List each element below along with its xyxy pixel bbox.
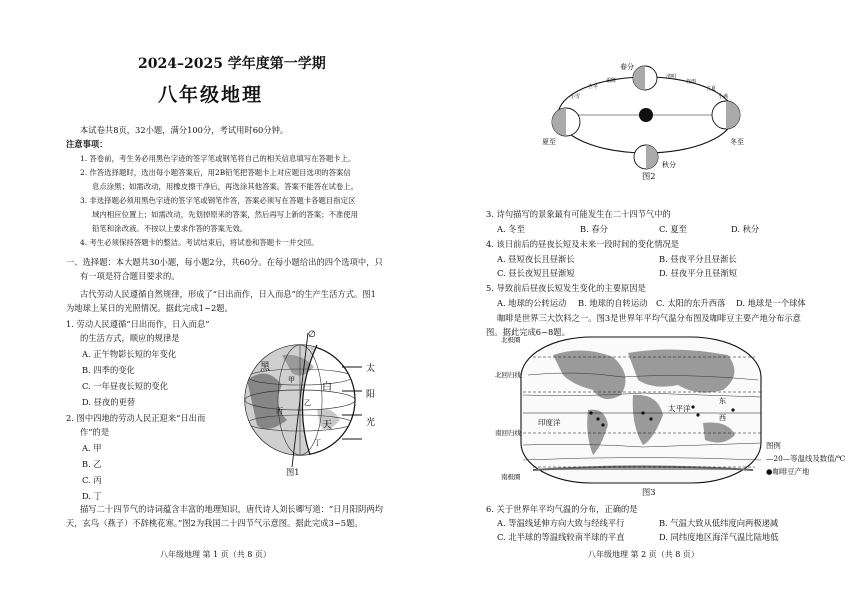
q6-option-c[interactable]: C. 北半球的等温线较南半球的平直 <box>497 532 625 542</box>
fig2-winter-solstice: 冬至 <box>730 138 744 146</box>
q5-option-b[interactable]: B. 地球的自转运动 <box>578 298 648 308</box>
question-5: 5. 导致前后昼夜长短发生变化的主要原因是 <box>486 283 646 293</box>
notice-line: 息点涂黑；如需改动，用橡皮擦干净后，再选涂其他答案。答案不能答在试卷上。 <box>92 182 359 191</box>
figure-3-caption: 图3 <box>642 487 656 497</box>
figure-1-caption: 图1 <box>286 467 300 477</box>
fig3-tropic-capricorn: 南回归线 <box>495 429 521 437</box>
fig2-summer-solstice: 夏至 <box>542 138 556 146</box>
q1-option-d[interactable]: D. 昼夜的更替 <box>82 397 136 407</box>
svg-text:立冬: 立冬 <box>588 84 599 90</box>
fig3-pacific-label: 太平洋 <box>668 404 691 413</box>
q1-option-b[interactable]: B. 四季的变化 <box>82 365 135 375</box>
q5-option-c[interactable]: C. 太阳的东升西落 <box>656 298 726 308</box>
q2-option-b[interactable]: B. 乙 <box>82 459 102 469</box>
question-4: 4. 该日前后的昼夜长短及未来一段时间的变化情况是 <box>486 239 680 249</box>
q4-option-c[interactable]: C. 昼长夜短且昼渐短 <box>497 268 575 278</box>
q2-option-d[interactable]: D. 丁 <box>82 491 102 501</box>
q5-option-a[interactable]: A. 地球的公转运动 <box>497 298 567 308</box>
q4-option-d[interactable]: D. 昼夜平分且昼渐短 <box>659 268 738 278</box>
q3-option-c[interactable]: C. 夏至 <box>659 224 687 234</box>
fig1-point-ding: 丁 <box>314 439 321 447</box>
q2-option-a[interactable]: A. 甲 <box>82 443 102 453</box>
figure-2-solar-terms <box>540 60 760 170</box>
q3-option-a[interactable]: A. 冬至 <box>497 224 525 234</box>
section-heading-cont: 有一项是符合题目要求的。 <box>80 271 180 281</box>
notice-line: 1. 答卷前，考生务必用黑色字迹的签字笔或钢笔将自己的相关信息填写在答题卡上。 <box>80 154 356 163</box>
exam-intro: 本试卷共8页，32小题，满分100分，考试用时60分钟。 <box>80 125 289 135</box>
fig3-tropic-cancer: 北回归线 <box>495 371 521 379</box>
question-1: 1. 劳动人民遵循“日出而作，日入而息” <box>66 319 210 329</box>
page-footer: 八年级地理 第 1 页（共 8 页） <box>160 550 271 559</box>
notice-heading: 注意事项： <box>66 139 108 149</box>
figure-1-illumination <box>222 325 402 475</box>
notice-line: 4. 考生必须保持答题卡的整洁。考试结束后，将试卷和答题卡一并交回。 <box>80 238 319 247</box>
q5-option-d[interactable]: D. 地球是一个球体 <box>736 298 806 308</box>
question-2-cont: 作”的是 <box>80 427 110 437</box>
fig3-arctic-circle: 北极圈 <box>501 336 521 344</box>
question-3: 3. 诗句描写的景象最有可能发生在二十四节气中的 <box>486 209 671 219</box>
fig3-east-label: 东 <box>719 397 726 405</box>
svg-text:小雪: 小雪 <box>570 94 581 100</box>
fig1-sun-label: 光 <box>366 418 376 428</box>
material-text: 古代劳动人民遵循自然规律，形成了“日出而作，日入而息”的生产生活方式。图1 <box>80 289 376 299</box>
svg-text:谷雨: 谷雨 <box>686 79 697 85</box>
notice-line: 域内相应位置上；如需改动，先划掉原来的答案，然后再写上新的答案；不准使用 <box>92 210 359 219</box>
page-footer: 八年级地理 第 2 页（共 8 页） <box>588 550 699 559</box>
q3-option-b[interactable]: B. 春分 <box>580 224 608 234</box>
q4-option-b[interactable]: B. 昼夜平分且昼渐长 <box>659 254 737 264</box>
fig1-point-yi: 乙 <box>304 399 311 407</box>
fig1-night-label: 黑 <box>260 362 270 373</box>
q4-option-a[interactable]: A. 昼短夜长且昼渐长 <box>497 254 575 264</box>
fig2-spring-equinox: 春分 <box>620 63 634 71</box>
fig2-autumn-equinox: 秋分 <box>662 161 676 169</box>
fig3-legend-isotherm: —20—等温线及数值/℃ <box>766 454 846 463</box>
svg-text:清明: 清明 <box>666 74 677 80</box>
q2-option-c[interactable]: C. 丙 <box>82 475 102 485</box>
q1-option-c[interactable]: C. 一年昼夜长短的变化 <box>82 381 168 391</box>
fig1-sun-label: 阳 <box>366 390 376 400</box>
svg-text:立夏: 立夏 <box>706 86 717 92</box>
svg-text:霜降: 霜降 <box>606 78 617 84</box>
fig1-day-label: 天 <box>322 420 332 431</box>
fig1-day-label: 白 <box>322 382 332 393</box>
fig3-indian-label: 印度洋 <box>538 418 561 427</box>
svg-text:小满: 小满 <box>718 94 729 100</box>
question-2: 2. 图中四地的劳动人民正迎来“日出而 <box>66 413 206 423</box>
q3-option-d[interactable]: D. 秋分 <box>731 224 760 234</box>
exam-term-title: 2024–2025 学年度第一学期 <box>138 56 326 72</box>
figure-3-world-temperature-map <box>493 335 803 485</box>
material-text: 天，玄鸟（燕子）不辞桃花寒。”图2为我国二十四节气示意图。据此完成3~5题。 <box>66 518 363 528</box>
material-text: 描写二十四节气的诗词蕴含丰富的地理知识，唐代诗人刘长卿写道：“日月阳阴两均 <box>80 504 383 514</box>
fig1-point-jia: 甲 <box>288 376 295 384</box>
material-text: 为地球上某日的光照情况。据此完成1~2题。 <box>66 303 233 313</box>
fig1-sun-label: 太 <box>366 364 376 374</box>
exam-subject-title: 八年级地理 <box>158 84 264 106</box>
section-heading: 一、选择题：本大题共30小题，每小题2分，共60分。在每小题给出的四个选项中，只 <box>66 257 383 267</box>
fig3-legend-coffee: ●咖啡豆产地 <box>766 467 810 476</box>
notice-line: 3. 非选择题必须用黑色字迹的签字笔或钢笔作答，答案必须写在答题卡各题目指定区 <box>80 196 356 205</box>
fig3-legend-title: 图例 <box>766 441 781 450</box>
q1-option-a[interactable]: A. 正午物影长短的年变化 <box>82 349 177 359</box>
svg-text:∅: ∅ <box>308 330 316 340</box>
fig1-point-bing: 丙 <box>276 407 283 415</box>
material-text: 咖啡是世界三大饮料之一。图3是世界年平均气温分布图及咖啡豆主要产地分布示意 <box>497 313 801 323</box>
q6-option-a[interactable]: A. 等温线延伸方向大致与经线平行 <box>497 518 625 528</box>
question-1-cont: 的生活方式，顺应的规律是 <box>80 333 180 343</box>
fig3-west-label: 西 <box>719 414 726 422</box>
question-6: 6. 关于世界年平均气温的分布，正确的是 <box>486 504 638 514</box>
notice-line: 铅笔和涂改液。不按以上要求作答的答案无效。 <box>92 224 248 233</box>
q6-option-d[interactable]: D. 同纬度地区海洋气温比陆地低 <box>659 532 779 542</box>
q6-option-b[interactable]: B. 气温大致从低纬度向两极递减 <box>659 518 779 528</box>
fig3-antarctic-circle: 南极圈 <box>501 473 521 481</box>
notice-line: 2. 作答选择题时，选出每小题答案后，用2B铅笔把答题卡上对应题目选项的答案信 <box>80 168 351 177</box>
figure-2-caption: 图2 <box>642 171 656 181</box>
material-text: 图。据此完成6~8题。 <box>486 327 570 337</box>
